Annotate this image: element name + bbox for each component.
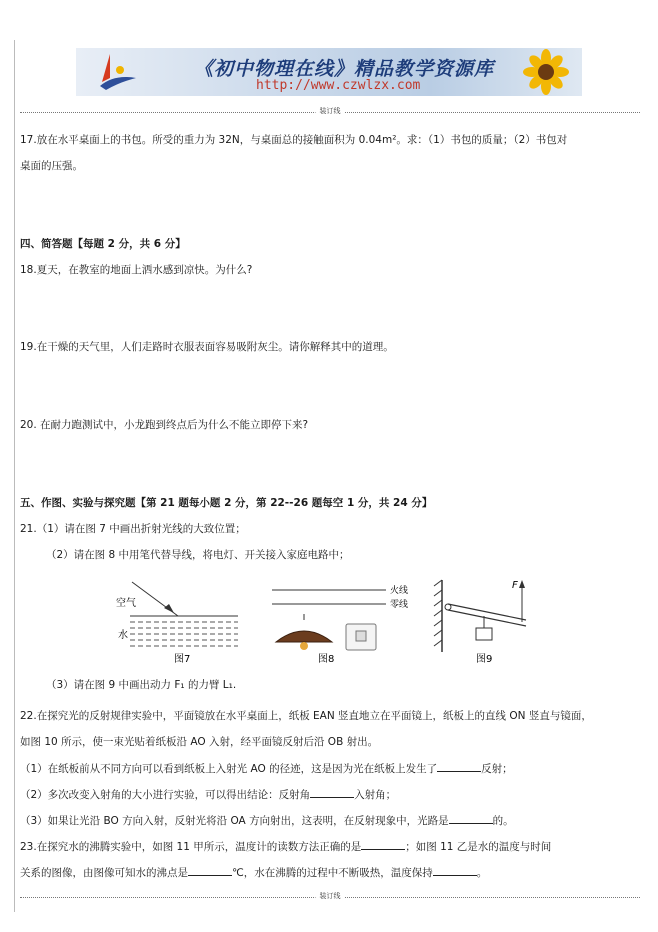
answer-blank[interactable] bbox=[449, 813, 493, 824]
q22-part1-text: （1）在纸板前从不同方向可以看到纸板上入射光 AO 的径迹，这是因为光在纸板上发生了 bbox=[20, 763, 438, 775]
binding-line-bottom bbox=[20, 893, 640, 901]
sunflower-icon bbox=[510, 48, 580, 96]
q22-part2 bbox=[20, 787, 640, 802]
figure-7 bbox=[116, 582, 238, 665]
q23-line1-end: ；如图 11 乙是水的温度与时间 bbox=[405, 841, 552, 853]
figures-row bbox=[60, 576, 620, 666]
q21-part1: 21.（1）请在图 7 中画出折射光线的大致位置； bbox=[20, 523, 246, 535]
answer-blank[interactable] bbox=[188, 865, 232, 876]
fig7-air-label: 空气 bbox=[116, 598, 136, 609]
q23-line1-text: 23.在探究水的沸腾实验中，如图 11 甲所示，温度计的读数方法正确的是 bbox=[20, 841, 362, 853]
answer-blank[interactable] bbox=[310, 787, 354, 798]
q23-line2-mid: ℃，水在沸腾的过程中不断吸热，温度保持 bbox=[232, 867, 433, 879]
fig9-caption: 图9 bbox=[476, 654, 493, 665]
fig8-live-wire-label: 火线 bbox=[390, 586, 409, 596]
q21-part2: （2）请在图 8 中用笔代替导线，将电灯、开关接入家庭电路中； bbox=[46, 549, 350, 561]
q21-part3: （3）请在图 9 中画出动力 F₁ 的力臂 L₁. bbox=[46, 679, 237, 691]
logo-icon bbox=[80, 48, 150, 96]
fig8-neutral-wire-label: 零线 bbox=[390, 600, 409, 610]
section5-heading: 五、作图、实验与探究题【第 21 题每小题 2 分，第 22--26 题每空 1 分，共 24 分】 bbox=[20, 497, 433, 509]
banner-url: http://www.czwlzx.com bbox=[256, 78, 421, 93]
answer-blank[interactable] bbox=[437, 761, 481, 772]
q22-line2: 如图 10 所示，使一束光贴着纸板沿 AO 入射，经平面镜反射后沿 OB 射出。 bbox=[20, 736, 379, 748]
section4-heading: 四、简答题【每题 2 分，共 6 分】 bbox=[20, 238, 186, 250]
q22-part1-end: 反射； bbox=[481, 763, 513, 775]
q23-line2 bbox=[20, 865, 640, 880]
q17-line2: 桌面的压强。 bbox=[20, 160, 83, 172]
q23-line1 bbox=[20, 839, 640, 854]
q23-line2-text: 关系的图像，由图像可知水的沸点是 bbox=[20, 867, 188, 879]
fig9-force-label: F bbox=[512, 580, 518, 591]
banner-title: 《初中物理在线》精品教学资源库 bbox=[194, 58, 495, 80]
q22-part3-end: 的。 bbox=[492, 815, 514, 827]
q23-line2-end: 。 bbox=[476, 867, 488, 879]
q22-part1 bbox=[20, 761, 640, 776]
binding-label: 装订线 bbox=[316, 891, 345, 901]
binding-label: 装订线 bbox=[316, 106, 345, 116]
figure-9 bbox=[434, 580, 526, 665]
q22-part3-text: （3）如果让光沿 BO 方向入射，反射光将沿 OA 方向射出，这表明，在反射现象中，光路是 bbox=[20, 815, 449, 827]
binding-line-top bbox=[20, 108, 640, 116]
fig8-caption: 图8 bbox=[318, 654, 335, 665]
q17-line1: 17.放在水平桌面上的书包。所受的重力为 32N，与桌面总的接触面积为 0.04m²。求：（1）书包的质量；（2）书包对 bbox=[20, 134, 568, 146]
q18-text: 18.夏天，在教室的地面上洒水感到凉快。为什么? bbox=[20, 264, 253, 276]
q22-part3 bbox=[20, 813, 640, 828]
q20-text: 20. 在耐力跑测试中，小龙跑到终点后为什么不能立即停下来? bbox=[20, 419, 309, 431]
q22-line1: 22.在探究光的反射规律实验中，平面镜放在水平桌面上，纸板 EAN 竖直地立在平面镜上，纸板上的直线 ON 竖直与镜面， bbox=[20, 710, 592, 722]
q19-text: 19.在干燥的天气里，人们走路时衣服表面容易吸附灰尘。请你解释其中的道理。 bbox=[20, 341, 394, 353]
fig7-water-label: 水 bbox=[118, 630, 128, 641]
answer-blank[interactable] bbox=[433, 865, 477, 876]
answer-blank[interactable] bbox=[361, 839, 405, 850]
q22-part2-text: （2）多次改变入射角的大小进行实验，可以得出结论：反射角 bbox=[20, 789, 311, 801]
header-banner bbox=[76, 48, 582, 96]
fig7-caption: 图7 bbox=[174, 654, 191, 665]
q22-part2-end: 入射角； bbox=[354, 789, 397, 801]
figure-8 bbox=[272, 584, 408, 665]
